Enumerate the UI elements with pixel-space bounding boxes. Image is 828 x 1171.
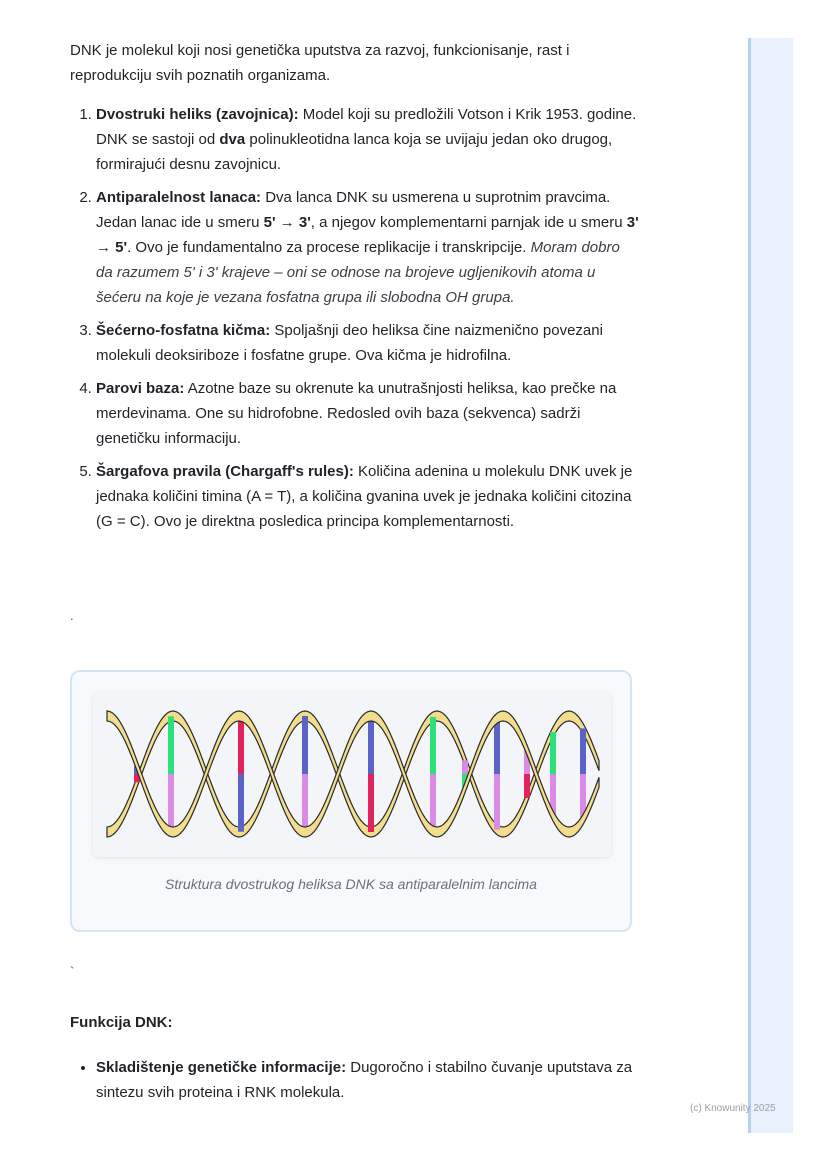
base-pair-segment [550,732,556,774]
copyright-footer: (c) Knowunity 2025 [690,1103,776,1114]
point-title: Dvostruki heliks (zavojnica): [96,106,299,123]
key-points-list [70,102,640,534]
base-pair-segment [238,774,244,832]
function-text: Dugoročno i stabilno čuvanje uputstava za sintezu svih proteina i RNK molekula. [96,1059,633,1101]
base-pair-segment [168,774,174,832]
function-title: Skladištenje genetičke informacije: [96,1059,347,1076]
base-pair-segment [302,716,308,774]
point-text: Azotne baze su okrenute ka unutrašnjosti heliksa, kao prečke na merdevinama. One su hidrofobne. Redosled ovih baza (sekvenca) sadrži genetičku informaciju. [96,380,617,447]
point-text: Spoljašnji deo heliksa čine naizmenično povezani molekuli deoksiriboze i fosfatne grupe. Ova kičma je hidrofilna. [96,322,603,364]
point-note: Moram dobro da razumem 5' i 3' krajeve – oni se odnose na brojeve ugljenikovih atoma u šećeru na koje je vezana fosfatna grupa ili slobodna OH grupa. [96,239,620,306]
base-pair-segment [494,774,500,830]
point-title: Šargafova pravila (Chargaff's rules): [96,463,354,480]
base-pair-segment [368,716,374,774]
point-title: Antiparalelnost lanaca: [96,189,262,206]
point-emphasis: 3' → 5' [96,214,639,256]
section-title: Funkcija DNK: [70,1014,173,1031]
base-pair-segment [494,718,500,774]
margin-sidebar [748,38,793,1133]
point-text: Dva lanca DNK su usmerena u suprotnim pravcima. Jedan lanac ide u smeru [96,189,611,231]
separator-backtick: ` [70,964,75,979]
point-text: polinukleotidna lanca koja se uvijaju jedan oko drugog, formirajući desnu zavojnicu. [96,131,613,173]
point-emphasis: dva [219,131,246,148]
base-pair-segment [368,774,374,832]
base-pair-segment [430,717,436,774]
point-text: , a njegov komplementarni parnjak ide u smeru [310,214,627,231]
point-text: . Ovo je fundamentalno za procese replikacije i transkripcije. [127,239,531,256]
point-text: Količina adenina u molekulu DNK uvek je jednaka količini timina (A = T), a količina gvanina uvek je jednaka količini citozina (G = C). Ovo je direktna posledica principa komplementarnosti. [96,463,633,530]
point-antiparallel [96,185,640,310]
main-content [70,38,640,542]
dna-helix-illustration [93,692,611,857]
intro-paragraph: DNK je molekul koji nosi genetička uputstva za razvoj, funkcionisanje, rast i reprodukciju svih poznatih organizama. [70,42,570,84]
point-chargaff [96,459,640,534]
functions-list [70,1055,656,1105]
separator-dot: . [70,608,74,623]
point-title: Šećerno-fosfatna kičma: [96,322,271,339]
point-emphasis: 5' → 3' [263,214,311,231]
base-pair-segment [580,728,586,774]
dna-helix-image [93,692,611,857]
point-base-pairs [96,376,640,451]
point-text: Model koji su predložili Votson i Krik 1953. godine. DNK se sastoji od [96,106,637,148]
figure-caption: Struktura dvostrukog heliksa DNK sa antiparalelnim lancima [165,876,537,892]
function-item [96,1055,656,1105]
point-backbone [96,318,640,368]
base-pair-segment [238,716,244,774]
point-double-helix [96,102,640,177]
base-pair-segment [462,760,468,774]
base-pair-segment [524,774,530,798]
base-pair-segment [168,716,174,774]
base-pair-segment [302,774,308,832]
figure-card [70,670,632,932]
point-title: Parovi baza: [96,380,185,397]
base-pair-segment [430,774,436,831]
